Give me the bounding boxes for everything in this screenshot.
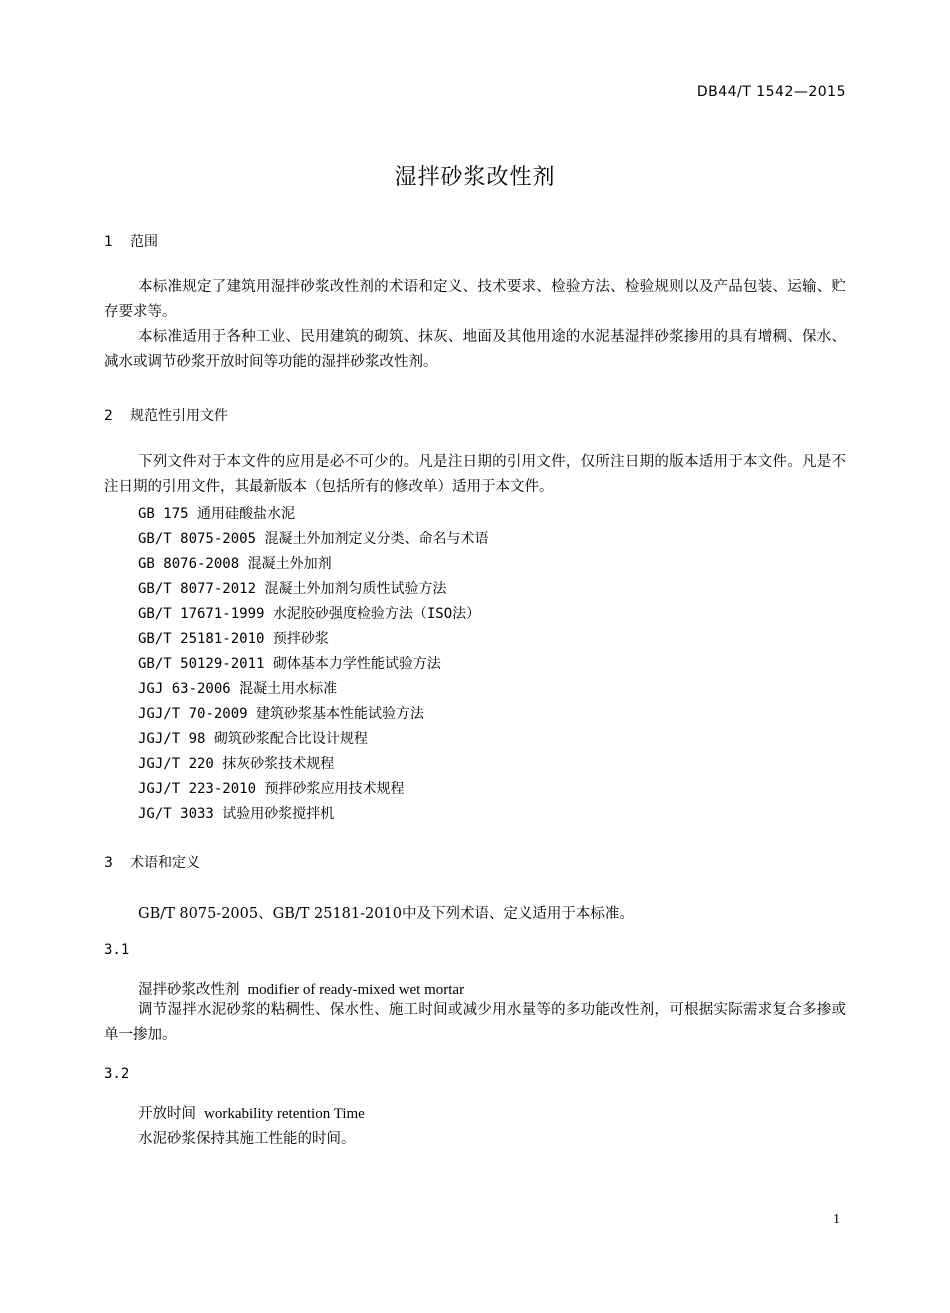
reference-title: 预拌砂浆应用技术规程 (264, 781, 405, 797)
references-intro-paragraph: 下列文件对于本文件的应用是必不可少的。凡是注日期的引用文件，仅所注日期的版本适用于本文件。凡是不注日期的引用文件，其最新版本（包括所有的修改单）适用于本文件。 (104, 454, 846, 495)
reference-item (138, 803, 334, 823)
section-number: 2 (104, 408, 113, 424)
term-name-en: modifier of ready-mixed wet mortar (247, 982, 465, 998)
term-number: 3.1 (104, 942, 130, 958)
reference-code: GB/T 17671-1999 (138, 606, 265, 622)
reference-code: GB 175 (138, 506, 189, 522)
reference-title: 试验用砂浆搅拌机 (222, 806, 335, 822)
section-title: 规范性引用文件 (130, 408, 228, 424)
reference-code: JGJ/T 70-2009 (138, 706, 248, 722)
reference-code: GB/T 8077-2012 (138, 581, 257, 597)
reference-code: JG/T 3033 (138, 806, 214, 822)
reference-code: JGJ/T 98 (138, 731, 206, 747)
reference-code: GB 8076-2008 (138, 556, 240, 572)
reference-item (138, 778, 404, 798)
reference-code: JGJ 63-2006 (138, 681, 231, 697)
page-number: 1 (833, 1212, 840, 1227)
term-name (138, 1102, 365, 1123)
document-title: 湿拌砂浆改性剂 (394, 165, 556, 190)
reference-title: 混凝土外加剂匀质性试验方法 (264, 581, 447, 597)
term-definition: 水泥砂浆保持其施工性能的时间。 (138, 1131, 356, 1147)
reference-item (138, 703, 424, 723)
section-title: 术语和定义 (130, 855, 200, 871)
reference-title: 混凝土外加剂定义分类、命名与术语 (264, 531, 489, 547)
reference-item (138, 653, 441, 673)
reference-code: JGJ/T 223-2010 (138, 781, 257, 797)
reference-title: 预拌砂浆 (272, 631, 329, 647)
section-heading-terms-and-definitions (104, 852, 200, 872)
term-number: 3.2 (104, 1066, 130, 1082)
reference-title: 抹灰砂浆技术规程 (222, 756, 335, 772)
section-heading-normative-references (104, 405, 228, 425)
reference-title: 混凝土外加剂 (247, 556, 332, 572)
section-heading-scope (104, 231, 158, 251)
reference-title: 建筑砂浆基本性能试验方法 (256, 706, 425, 722)
document-code: DB44/T 1542—2015 (696, 84, 846, 100)
reference-code: GB/T 8075-2005 (138, 531, 257, 547)
section-number: 3 (104, 855, 113, 871)
terms-intro-paragraph: GB/T 8075-2005、GB/T 25181-2010中及下列术语、定义适用于本标准。 (138, 906, 634, 922)
reference-code: JGJ/T 220 (138, 756, 214, 772)
reference-item (138, 628, 329, 648)
scope-paragraph-1: 本标准规定了建筑用湿拌砂浆改性剂的术语和定义、技术要求、检验方法、检验规则以及产品包装、运输、贮存要求等。 (104, 279, 846, 320)
reference-title: 水泥胶砂强度检验方法（ISO法） (272, 606, 481, 622)
section-title: 范围 (130, 234, 158, 250)
term-name-zh: 开放时间 (138, 1106, 196, 1122)
reference-item (138, 728, 368, 748)
reference-title: 砌筑砂浆配合比设计规程 (213, 731, 368, 747)
reference-item (138, 553, 332, 573)
reference-code: GB/T 50129-2011 (138, 656, 265, 672)
reference-item (138, 603, 480, 623)
reference-item (138, 528, 488, 548)
reference-title: 通用硅酸盐水泥 (197, 506, 296, 522)
reference-title: 混凝土用水标准 (239, 681, 338, 697)
section-number: 1 (104, 234, 113, 250)
reference-item (138, 753, 334, 773)
reference-item (138, 503, 295, 523)
term-name-en: workability retention Time (204, 1106, 365, 1122)
scope-paragraph-2: 本标准适用于各种工业、民用建筑的砌筑、抹灰、地面及其他用途的水泥基湿拌砂浆掺用的具有增稠、保水、减水或调节砂浆开放时间等功能的湿拌砂浆改性剂。 (104, 329, 846, 370)
term-name (138, 978, 464, 999)
reference-item (138, 578, 446, 598)
reference-title: 砌体基本力学性能试验方法 (272, 656, 441, 672)
reference-item (138, 678, 337, 698)
reference-code: GB/T 25181-2010 (138, 631, 265, 647)
term-definition: 调节湿拌水泥砂浆的粘稠性、保水性、施工时间或减少用水量等的多功能改性剂，可根据实际需求复合多掺或单一掺加。 (104, 1002, 846, 1043)
term-name-zh: 湿拌砂浆改性剂 (138, 982, 240, 998)
